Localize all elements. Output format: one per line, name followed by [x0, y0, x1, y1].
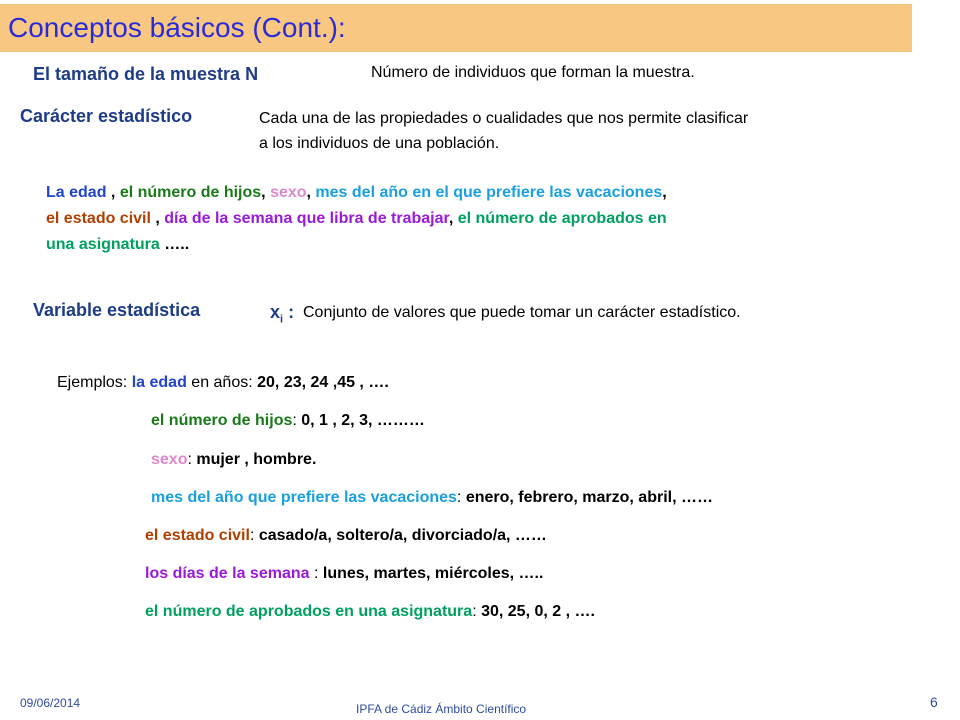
caracter-examples-line1 — [46, 184, 667, 202]
tamano-definition: Número de individuos que forman la muestra. — [371, 64, 695, 81]
slide-footer: IPFA de Cádiz Ámbito Científico — [356, 702, 527, 716]
ellipsis: ….. — [159, 236, 190, 253]
separator: , — [448, 210, 458, 227]
page-number: 6 — [930, 694, 938, 710]
row-name: la edad — [131, 374, 187, 391]
separator: , — [261, 184, 271, 201]
example-row-edad — [57, 374, 389, 392]
caracter-definition-line2: a los individuos de una población. — [259, 135, 500, 152]
examples-intro: Ejemplos: — [57, 374, 132, 391]
slide-date: 09/06/2014 — [20, 696, 81, 710]
row-mid: : — [472, 603, 482, 620]
row-values: enero, febrero, marzo, abril, …… — [465, 489, 713, 506]
variable-symbol — [270, 302, 294, 326]
example-mes: mes del año en el que prefiere las vacaciones — [315, 184, 663, 201]
row-name: el número de hijos — [151, 412, 293, 429]
variable-x: x — [270, 302, 281, 322]
variable-subscript: i — [280, 313, 284, 326]
row-values: 30, 25, 0, 2 , …. — [481, 603, 595, 620]
row-mid: : — [456, 489, 466, 506]
caracter-term: Carácter estadístico — [20, 106, 193, 126]
separator: , — [150, 210, 165, 227]
example-row-mes — [151, 489, 713, 507]
variable-term: Variable estadística — [33, 300, 201, 320]
separator: , — [662, 184, 667, 201]
row-mid: : — [249, 527, 259, 544]
row-values: mujer , hombre. — [196, 451, 317, 468]
row-name: el estado civil — [145, 527, 250, 544]
row-name: mes del año que prefiere las vacaciones — [151, 489, 457, 506]
slide-title: Conceptos básicos (Cont.): — [8, 12, 346, 43]
row-mid: en años: — [186, 374, 258, 391]
tamano-term: El tamaño de la muestra N — [33, 64, 259, 84]
row-values: lunes, martes, miércoles, ….. — [322, 565, 544, 582]
row-name: los días de la semana — [145, 565, 310, 582]
row-values: casado/a, soltero/a, divorciado/a, …… — [258, 527, 547, 544]
example-row-dias — [145, 565, 543, 583]
separator: , — [306, 184, 316, 201]
row-mid: : — [309, 565, 323, 582]
separator: , — [106, 184, 120, 201]
example-asignatura: una asignatura — [46, 236, 160, 253]
caracter-examples-line3 — [46, 236, 189, 254]
example-row-estado-civil — [145, 527, 547, 545]
row-name: sexo — [151, 451, 188, 468]
row-name: el número de aprobados en una asignatura — [145, 603, 473, 620]
example-edad: La edad — [46, 184, 107, 201]
example-row-aprobados — [145, 603, 595, 621]
example-row-sexo — [151, 451, 316, 469]
example-dia-semana: día de la semana que libra de trabajar — [164, 210, 449, 227]
example-sexo: sexo — [270, 184, 307, 201]
row-values: 20, 23, 24 ,45 , …. — [257, 374, 389, 391]
example-hijos: el número de hijos — [119, 184, 262, 201]
example-estado-civil: el estado civil — [46, 210, 151, 227]
caracter-definition-line1: Cada una de las propiedades o cualidades que nos permite clasificar — [259, 110, 749, 127]
row-mid: : — [292, 412, 302, 429]
variable-definition: Conjunto de valores que puede tomar un carácter estadístico. — [303, 304, 741, 321]
example-aprobados: el número de aprobados en — [457, 210, 667, 227]
example-row-hijos — [151, 412, 425, 430]
row-values: 0, 1 , 2, 3, ……… — [301, 412, 425, 429]
variable-colon: : — [283, 302, 295, 322]
caracter-examples-line2 — [46, 210, 667, 228]
title-bar — [0, 4, 912, 52]
row-mid: : — [187, 451, 197, 468]
